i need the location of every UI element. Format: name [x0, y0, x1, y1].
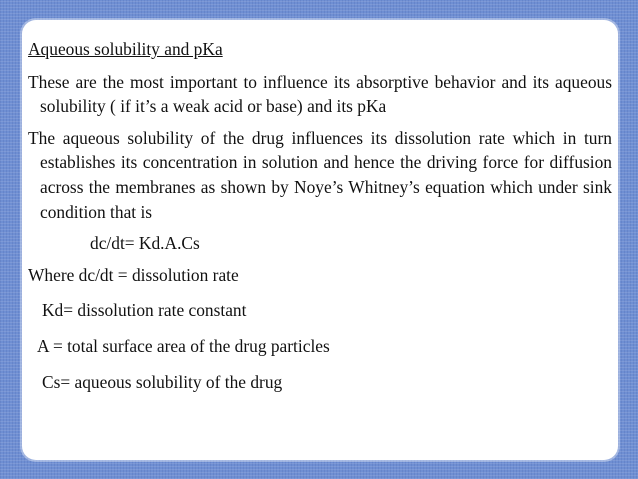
equation-noyes-whitney: dc/dt= Kd.A.Cs [90, 233, 200, 254]
slide-heading: Aqueous solubility and pKa [28, 39, 223, 59]
slide-content-card [22, 20, 618, 460]
definition-cs: Cs= aqueous solubility of the drug [42, 371, 283, 392]
definition-a: A = total surface area of the drug particles [37, 335, 330, 356]
definition-dc-dt: Where dc/dt = dissolution rate [28, 264, 239, 285]
paragraph-dissolution: The aqueous solubility of the drug influences its dissolution rate which in turn establishes its concentration in solution and hence the driving force for diffusion across the membranes as shown by Noye’s Whitney’s equation which under sink condition that is [28, 127, 612, 222]
definition-kd: Kd= dissolution rate constant [42, 300, 247, 321]
slide-body [28, 37, 612, 394]
paragraph-importance: These are the most important to influence its absorptive behavior and its aqueous solubility ( if it’s a weak acid or base) and its pKa [28, 71, 612, 117]
